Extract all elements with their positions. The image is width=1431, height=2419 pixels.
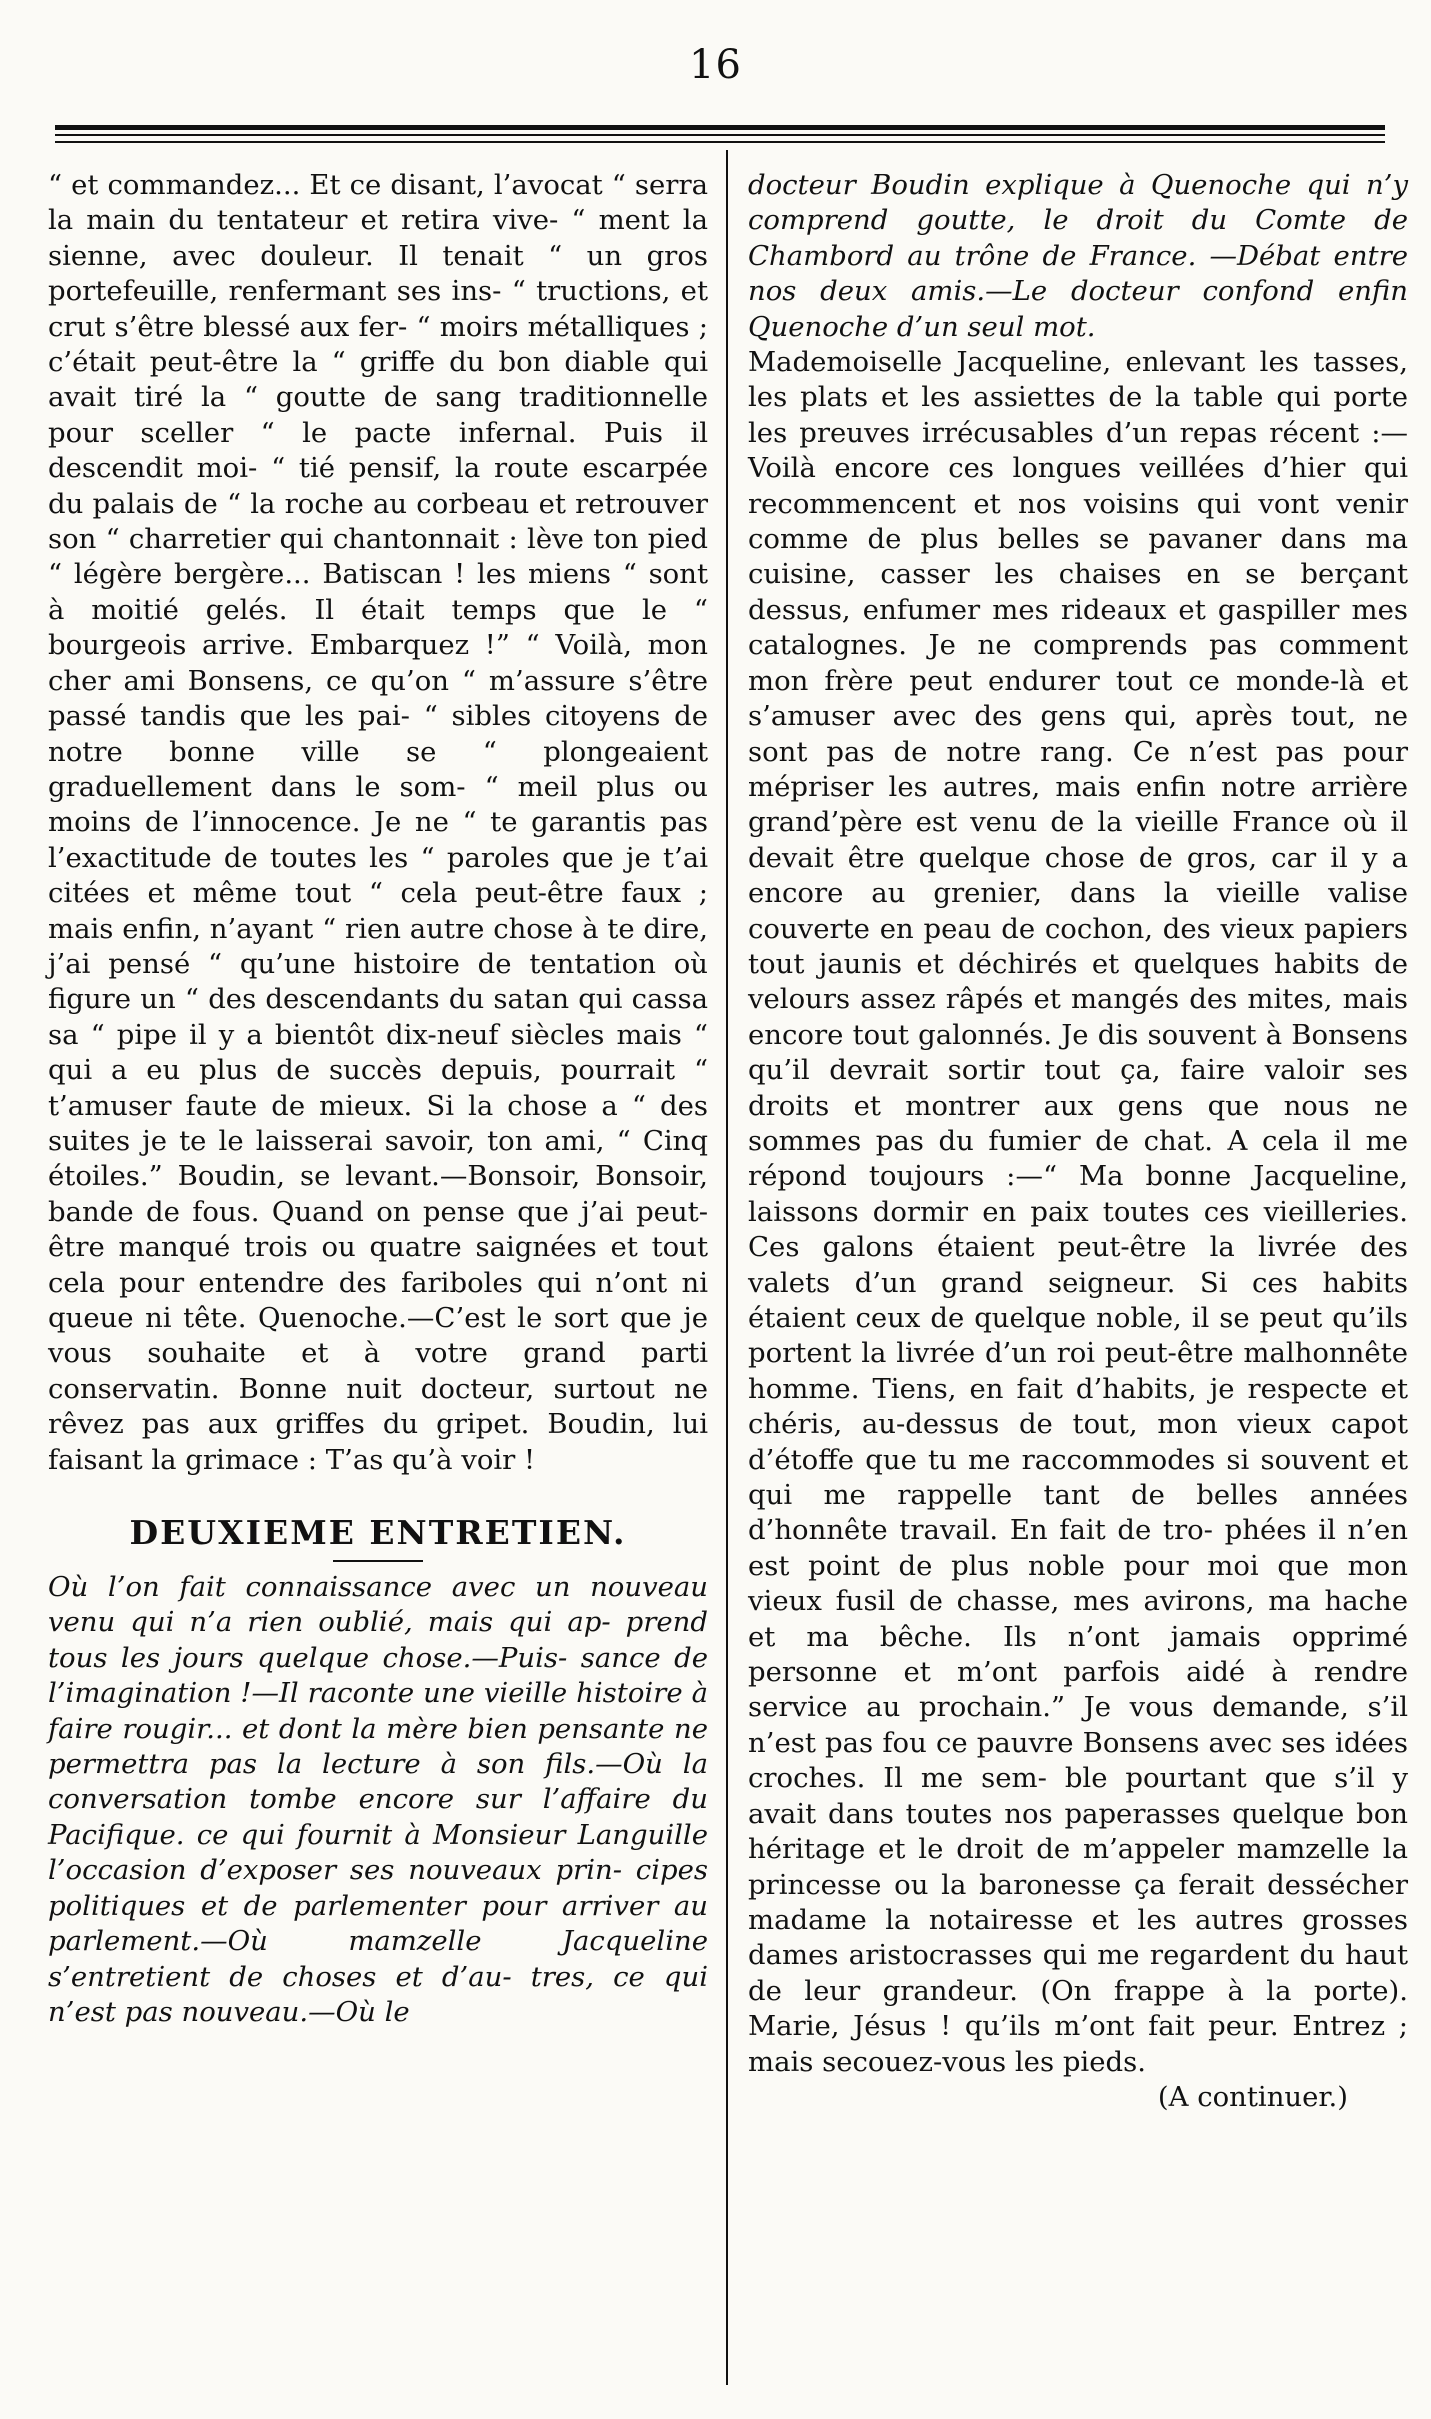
page-number: 16	[689, 42, 742, 88]
right-column	[748, 168, 1408, 2115]
to-be-continued: (A continuer.)	[1157, 2080, 1348, 2113]
chapter-summary: Où l’on fait connaissance avec un nouveau venu qui n’a rien oublié, mais qui ap- prend tous les jours quelque chose.—Puis- sance de l’imagination !—Il raconte une vieille histoire à faire rougir... et dont la mère bien pensante ne permettra pas la lecture à son fils.—Où la conversation tombe encore sur l’affaire du Pacifique. ce qui fournit à Monsieur Languille l’occasion d’exposer ses nouveaux prin- cipes politiques et de parlementer pour arriver au parlement.—Où mamzelle Jacqueline s’entretient de choses et d’au- tres, ce qui n’est pas nouveau.—Où le	[48, 1571, 708, 2028]
chapter-summary-continued: docteur Boudin explique à Quenoche qui n’y comprend goutte, le droit du Comte de Chambord au trône de France. —Débat entre nos deux amis.—Le docteur confond enfin Quenoche d’un seul mot.	[748, 169, 1408, 343]
left-body-text: “ et commandez... Et ce disant, l’avocat “ serra la main du tentateur et retira vive- “ ment la sienne, avec douleur. Il tenait “ un gros portefeuille, renfermant ses ins- “ tructions, et crut s’être blessé aux fer- “ moirs métalliques ; c’était peut-être la “ griffe du bon diable qui avait tiré la “ goutte de sang traditionnelle pour sceller “ le pacte infernal. Puis il descendit moi- “ tié pensif, la route escarpée du palais de “ la roche au corbeau et retrouver son “ charretier qui chantonnait : lève ton pied “ légère bergère... Batiscan ! les miens “ sont à moitié gelés. Il était temps que le “ bourgeois arrive. Embarquez !” “ Voilà, mon cher ami Bonsens, ce qu’on “ m’assure s’être passé tandis que les pai- “ sibles citoyens de notre bonne ville se “ plongeaient graduellement dans le som- “ meil plus ou moins de l’innocence. Je ne “ te garantis pas l’exactitude de toutes les “ paroles que je t’ai citées et même tout “ cela peut-être faux ; mais enfin, n’ayant “ rien autre chose à te dire, j’ai pensé “ qu’une histoire de tentation où figure un “ des descendants du satan qui cassa sa “ pipe il y a bientôt dix-neuf siècles mais “ qui a eu plus de succès depuis, pourrait “ t’amuser faute de mieux. Si la chose a “ des suites je te le laisserai savoir, ton ami, “ Cinq étoiles.” Boudin, se levant.—Bonsoir, Bonsoir, bande de fous. Quand on pense que j’ai peut-être manqué trois ou quatre saignées et tout cela pour entendre des fariboles qui n’ont ni queue ni tête. Quenoche.—C’est le sort que je vous souhaite et à votre grand parti conservatin. Bonne nuit docteur, surtout ne rêvez pas aux griffes du gripet. Boudin, lui faisant la grimace : T’as qu’à voir !	[48, 169, 708, 1476]
heading-rule	[333, 1560, 423, 1562]
header-rule-thin	[55, 134, 1385, 136]
header-rule-thick	[55, 125, 1385, 130]
column-divider	[726, 150, 728, 2385]
section-heading: DEUXIEME ENTRETIEN.	[129, 1513, 627, 1553]
header-rule-thin-2	[55, 141, 1385, 143]
left-column	[48, 168, 708, 2030]
right-body-text: Mademoiselle Jacqueline, enlevant les tasses, les plats et les assiettes de la table qui porte les preuves irrécusables d’un repas récent :—Voilà encore ces longues veillées d’hier qui recommencent et nos voisins qui vont venir comme de plus belles se pavaner dans ma cuisine, casser les chaises en se berçant dessus, enfumer mes rideaux et gaspiller mes catalognes. Je ne comprends pas comment mon frère peut endurer tout ce monde-là et s’amuser avec des gens qui, après tout, ne sont pas de notre rang. Ce n’est pas pour mépriser les autres, mais enfin notre arrière grand’père est venu de la vieille France où il devait être quelque chose de gros, car il y a encore au grenier, dans la vieille valise couverte en peau de cochon, des vieux papiers tout jaunis et déchirés et quelques habits de velours assez râpés et mangés des mites, mais encore tout galonnés. Je dis souvent à Bonsens qu’il devrait sortir tout ça, faire valoir ses droits et montrer aux gens que nous ne sommes pas du fumier de chat. A cela il me répond toujours :—“ Ma bonne Jacqueline, laissons dormir en paix toutes ces vieilleries. Ces galons étaient peut-être la livrée des valets d’un grand seigneur. Si ces habits étaient ceux de quelque noble, il se peut qu’ils portent la livrée d’un roi peut-être malhonnête homme. Tiens, en fait d’habits, je respecte et chéris, au-dessus de tout, mon vieux capot d’étoffe que tu me raccommodes si souvent et qui me rappelle tant de belles années d’honnête travail. En fait de tro- phées il n’en est point de plus noble pour moi que mon vieux fusil de chasse, mes avirons, ma hache et ma bêche. Ils n’ont jamais opprimé personne et m’ont parfois aidé à rendre service au prochain.” Je vous demande, s’il n’est pas fou ce pauvre Bonsens avec ses idées croches. Il me sem- ble pourtant que s’il y avait dans toutes nos paperasses quelque bon héritage et le droit de m’appeler mamzelle la princesse ou la baronesse ça ferait dessécher madame la notairesse et les autres grosses dames aristocrasses qui me regardent du haut de leur grandeur. (On frappe à la porte). Marie, Jésus ! qu’ils m’ont fait peur. Entrez ; mais secouez-vous les pieds.	[748, 346, 1408, 2078]
